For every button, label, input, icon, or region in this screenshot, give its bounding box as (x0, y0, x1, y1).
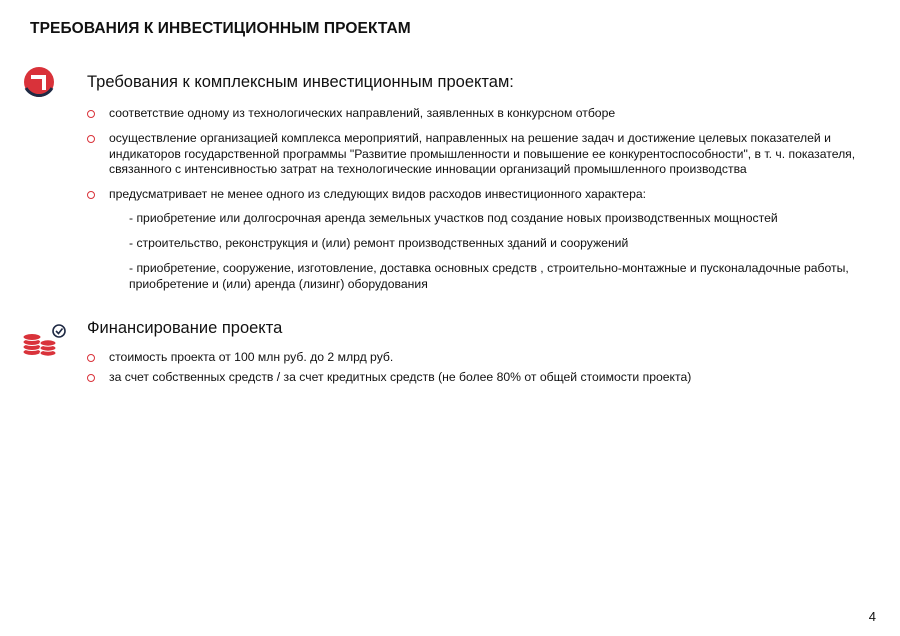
list-item: соответствие одному из технологических направлений, заявленных в конкурсном отборе (87, 106, 877, 122)
requirements-list (87, 106, 877, 203)
list-item: осуществление организацией комплекса мероприятий, направленных на решение задач и достижение целевых показателей и индикаторов государственной программы "Развитие промышленности и повышение ее конкурентоспособности", в т. ч. показателя, связанного с интенсивностью затрат на технологические инновации организаций промышленного производства (87, 131, 877, 178)
section-heading-requirements: Требования к комплексным инвестиционным проектам: (87, 73, 514, 91)
list-item: предусматривает не менее одного из следующих видов расходов инвестиционного характера: (87, 187, 877, 203)
bullet-icon (87, 135, 95, 143)
expense-subitem: - строительство, реконструкция и (или) ремонт производственных зданий и сооружений (129, 236, 629, 250)
bullet-icon (87, 354, 95, 362)
bullet-icon (87, 374, 95, 382)
page-number: 4 (868, 609, 876, 624)
list-item: за счет собственных средств / за счет кредитных средств (не более 80% от общей стоимости проекта) (87, 370, 877, 386)
coins-check-icon (20, 322, 68, 360)
page-title: ТРЕБОВАНИЯ К ИНВЕСТИЦИОННЫМ ПРОЕКТАМ (30, 20, 411, 37)
section-heading-financing: Финансирование проекта (87, 319, 283, 337)
bullet-icon (87, 191, 95, 199)
expense-subitem: - приобретение или долгосрочная аренда земельных участков под создание новых производственных мощностей (129, 211, 778, 225)
list-item: стоимость проекта от 100 млн руб. до 2 млрд руб. (87, 350, 877, 366)
bullet-icon (87, 110, 95, 118)
financing-list (87, 350, 877, 386)
expense-subitem: - приобретение, сооружение, изготовление, доставка основных средств , строительно-монтажные и пусконаладочные работы, приобретение и (или) аренда (лизинг) оборудования (129, 261, 849, 291)
project-logo-icon (22, 65, 56, 99)
